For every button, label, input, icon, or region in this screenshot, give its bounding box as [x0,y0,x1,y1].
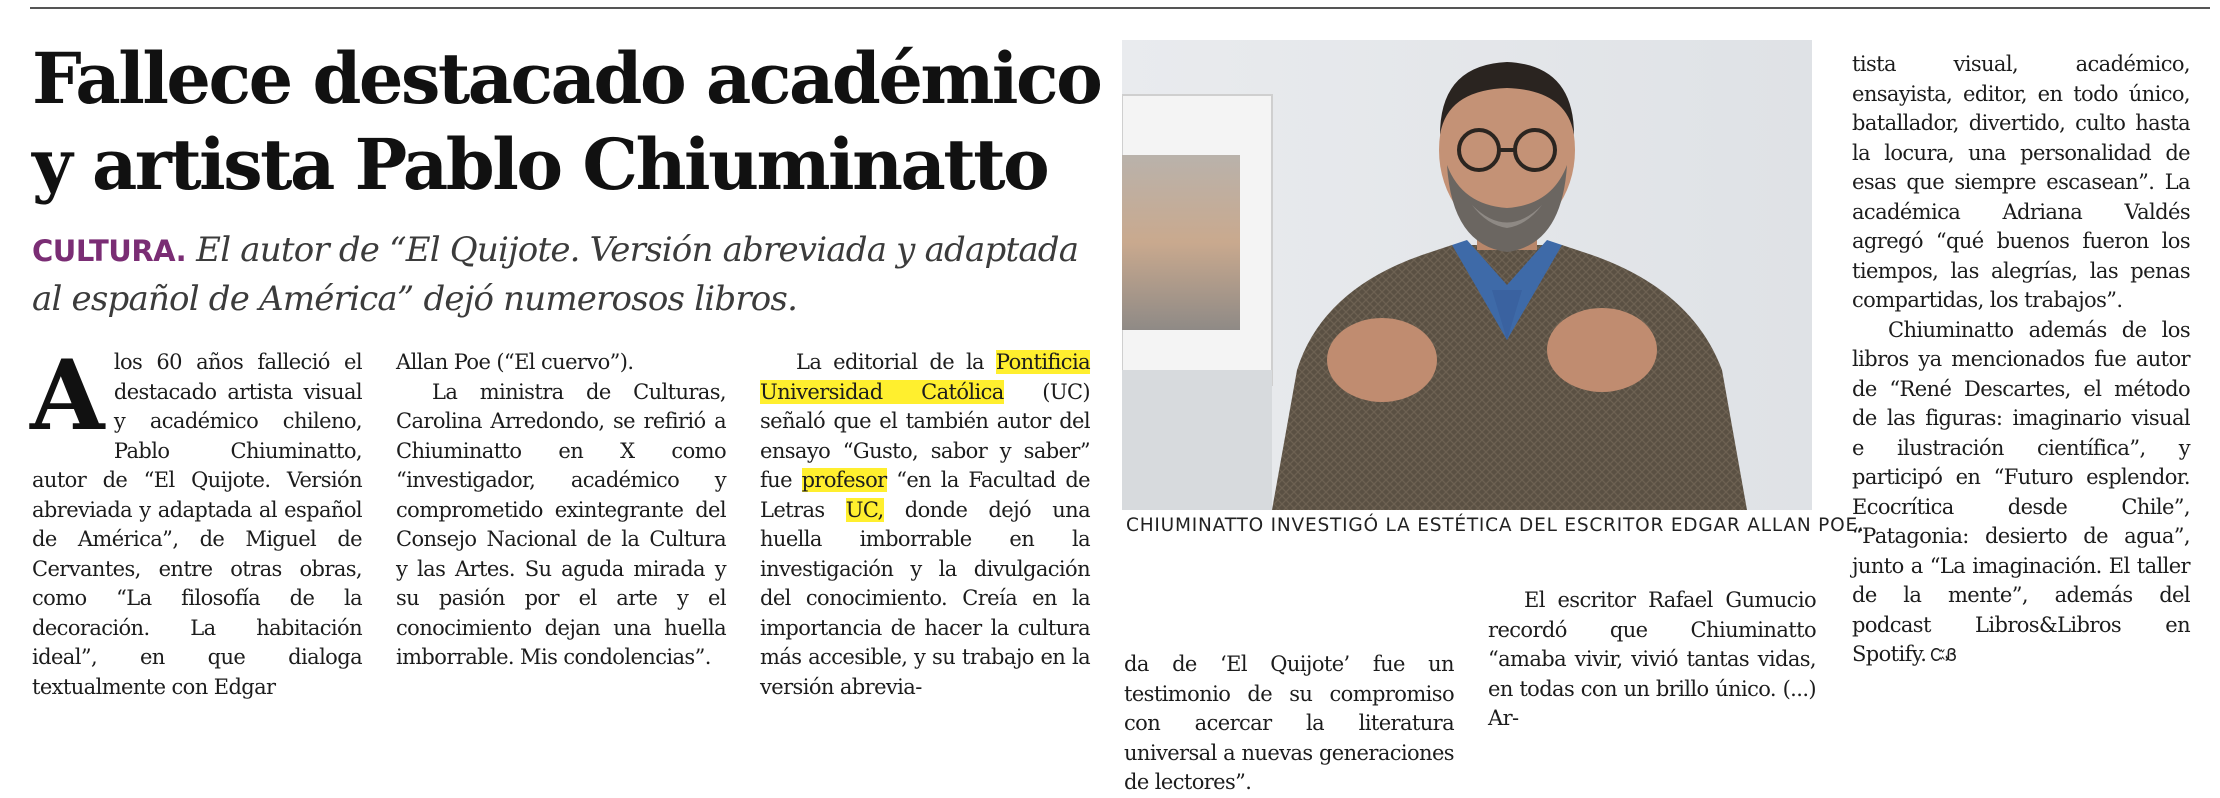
column-3-paragraph [760,348,1090,702]
highlighted-profesor: profesor [801,468,887,492]
column-4 [1124,650,1454,798]
photo-caption: CHIUMINATTO INVESTIGÓ LA ESTÉTICA DEL ESCRITOR EDGAR ALLAN POE. [1126,515,1865,536]
text-run: La editorial de la [796,350,996,374]
column-2 [396,348,726,673]
deck-text: El autor de “El Quijote. Versión abreviada y adaptada al español de América” dejó numerosos libros. [32,230,1079,319]
headline-line-2: y artista Pablo Chiuminatto [32,123,1048,206]
drop-cap: A [30,339,104,452]
column-1-text: los 60 años falleció el destacado artista visual y académico chileno, Pablo Chiuminatto, autor de “El Quijote. Versión abreviada y adaptada al español de América”, de Miguel de Cervantes, entre otras obras, como “La filosofía de la decoración. La habitación ideal”, en que dialoga textualmente con Edgar [32,350,362,699]
column-2-paragraph-1: Allan Poe (“El cuervo”). [396,350,634,374]
column-1 [30,339,362,702]
column-6 [1852,50,2190,671]
column-2-paragraph-2: La ministra de Culturas, Carolina Arredondo, se refirió a Chiuminatto en X como “investigador, académico y comprometido exintegrante del Consejo Nacional de la Cultura y las Artes. Su aguda mirada y su pasión por el arte y el conocimiento dejan una huella imborrable. Mis condolencias”. [396,379,726,669]
top-rule [30,7,2210,9]
text-run: “en la Facultad de Letras [760,468,1090,522]
column-5 [1488,586,1816,734]
text-run: (UC) señaló que el también autor del ensayo “Gusto, sabor y saber” fue [760,379,1090,492]
column-6-paragraph-1: tista visual, académico, ensayista, editor, en todo único, batallador, divertido, culto hasta la locura, una personalidad de esas que siempre escasean”. La académica Adriana Valdés agregó “qué buenos fueron los tiempos, las alegrías, las penas compartidas, los trabajos”. [1852,52,2190,312]
headline-line-1: Fallece destacado académico [32,37,1101,120]
highlighted-uc: UC, [845,497,884,522]
text-run: donde dejó una huella imborrable en la investigación y la divulgación del conocimiento. Creía en la importancia de hacer la cultura más accesible, y su trabajo en la versión abrevia- [760,497,1090,699]
end-of-article-icon: ᏨᏰ [1930,645,1957,666]
column-3 [760,348,1090,702]
column-5-text: El escritor Rafael Gumucio recordó que Chiuminatto “amaba vivir, vivió tantas vidas, en todas con un brillo único. (...) Ar- [1488,588,1816,730]
column-6-paragraph-2-text: Chiuminatto además de los libros ya mencionados fue autor de “René Descartes, el método de las figuras: imaginario visual e ilustración científica”, y participó en “Futuro esplendor. Ecocrítica desde Chile”, “Patagonia: desierto de agua”, junto a “La imaginación. El taller de la mente”, además del podcast Libros&Libros en Spotify. [1852,317,2190,666]
highlighted-university-name: Pontificia Universidad Católica [760,350,1090,404]
article-headline [32,36,1112,208]
section-kicker: CULTURA. [32,234,187,268]
column-4-text: da de ‘El Quijote’ fue un testimonio de su compromiso con acercar la literatura universal a nuevas generaciones de lectores”. [1124,652,1454,794]
column-6-paragraph-2 [1852,316,2190,671]
article-photo [1122,40,1812,510]
portrait-illustration [1122,40,1812,510]
article-deck [32,226,1112,323]
